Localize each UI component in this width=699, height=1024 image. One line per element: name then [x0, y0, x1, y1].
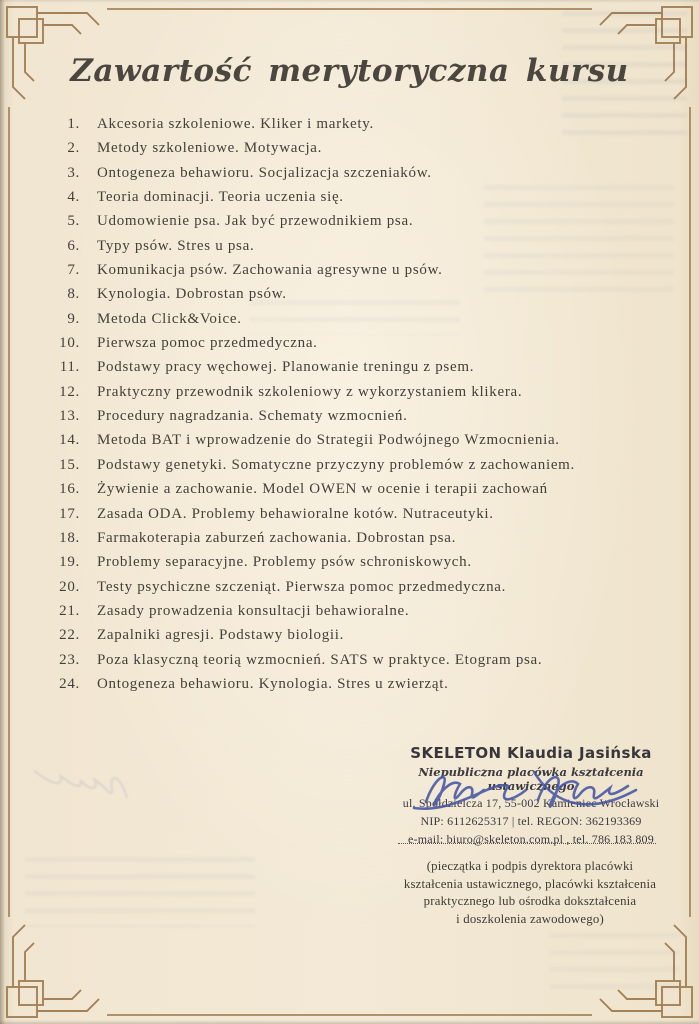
item-text: Problemy separacyjne. Problemy psów schroniskowych. [97, 554, 472, 571]
item-text: Metoda BAT i wprowadzenie do Strategii Podwójnego Wzmocnienia. [97, 432, 560, 449]
item-number: 1. [67, 116, 80, 132]
list-item [50, 579, 669, 603]
border-line-left [8, 107, 10, 917]
item-number: 20. [59, 578, 80, 595]
item-number: 24. [59, 675, 80, 692]
border-line-top [107, 8, 592, 10]
list-item [50, 238, 669, 262]
page-title: Zawartość merytoryczna kursu [70, 53, 629, 89]
item-number: 17. [59, 505, 80, 522]
stamp-institution-name: SKELETON Klaudia Jasińska [410, 744, 652, 762]
stamp-address: ul. Spółdzielcza 17, 55-002 Kamieniec Wrocławski [402, 796, 660, 810]
item-text: Ontogeneza behawioru. Kynologia. Stres u zwierząt. [97, 675, 449, 692]
stamp-caption-line: kształcenia ustawicznego, placówki kształcenia [403, 876, 657, 891]
list-item [50, 286, 669, 310]
item-number: 11. [59, 359, 80, 376]
list-item [50, 457, 669, 481]
border-corner-ornament [2, 912, 112, 1022]
stamp-caption [360, 858, 699, 928]
item-number: 10. [59, 335, 80, 352]
item-text: Podstawy pracy węchowej. Planowanie treningu z psem. [97, 359, 475, 376]
item-text: Akcesoria szkoleniowe. Kliker i markety. [97, 116, 374, 132]
item-number: 6. [67, 237, 80, 254]
institution-stamp [386, 744, 676, 847]
list-item [50, 116, 669, 140]
list-item [50, 335, 669, 359]
bleed-through-signature [22, 752, 137, 813]
list-item [50, 189, 669, 213]
item-number: 9. [67, 310, 80, 327]
item-number: 8. [67, 286, 80, 303]
list-item [50, 384, 669, 408]
item-text: Komunikacja psów. Zachowania agresywne u psów. [97, 262, 443, 279]
item-text: Podstawy genetyki. Somatyczne przyczyny problemów z zachowaniem. [97, 456, 575, 473]
list-item [50, 359, 669, 383]
border-corner-ornament [587, 912, 697, 1022]
list-item [50, 432, 669, 456]
item-number: 12. [59, 383, 80, 400]
stamp-caption-line: (pieczątka i podpis dyrektora placówki [426, 859, 634, 873]
list-item [50, 140, 669, 164]
item-text: Zasada ODA. Problemy behawioralne kotów. Nutraceutyki. [97, 505, 494, 522]
item-text: Udomowienie psa. Jak być przewodnikiem psa. [97, 213, 414, 230]
item-text: Ontogeneza behawioru. Socjalizacja szczeniaków. [97, 164, 432, 181]
item-text: Zapalniki agresji. Podstawy biologii. [97, 627, 345, 644]
item-number: 13. [59, 408, 80, 425]
list-item [50, 554, 669, 578]
border-line-right [689, 107, 691, 917]
list-item [50, 481, 669, 505]
item-number: 22. [59, 627, 80, 644]
item-text: Testy psychiczne szczeniąt. Pierwsza pomoc przedmedyczna. [97, 578, 507, 595]
stamp-institution-subtitle: Niepubliczna placówka kształcenia ustawicznego [418, 765, 644, 793]
item-text: Kynologia. Dobrostan psów. [97, 286, 287, 303]
item-text: Metody szkoleniowe. Motywacja. [97, 140, 323, 157]
item-text: Praktyczny przewodnik szkoleniowy z wykorzystaniem klikera. [97, 383, 523, 400]
list-item [50, 627, 669, 651]
item-number: 21. [59, 602, 80, 619]
item-number: 4. [67, 189, 80, 206]
list-item [50, 603, 669, 627]
item-number: 5. [67, 213, 80, 230]
border-line-bottom [107, 1014, 592, 1016]
item-number: 19. [59, 554, 80, 571]
list-item [50, 311, 669, 335]
list-item [50, 165, 669, 189]
item-text: Typy psów. Stres u psa. [97, 237, 255, 254]
item-number: 16. [59, 481, 80, 498]
list-item [50, 408, 669, 432]
scan-shadow-left [0, 0, 5, 1024]
item-text: Pierwsza pomoc przedmedyczna. [97, 335, 318, 352]
list-item [50, 506, 669, 530]
stamp-nip-regon: NIP: 6112625317 | tel. REGON: 362193369 [420, 814, 642, 828]
item-text: Procedury nagradzania. Schematy wzmocnień. [97, 408, 408, 425]
item-number: 14. [59, 432, 80, 449]
signature-dotted-line [398, 843, 656, 844]
item-text: Zasady prowadzenia konsultacji behawioralne. [97, 602, 410, 619]
item-text: Teoria dominacji. Teoria uczenia się. [97, 189, 344, 206]
list-item [50, 676, 669, 700]
stamp-contact: e-mail: biuro@skeleton.com.pl , tel. 786 183 809 [408, 832, 654, 846]
list-item [50, 652, 669, 676]
item-number: 15. [59, 456, 80, 473]
item-text: Farmakoterapia zaburzeń zachowania. Dobrostan psa. [97, 529, 457, 546]
item-text: Metoda Click&Voice. [97, 310, 242, 327]
item-text: Żywienie a zachowanie. Model OWEN w ocenie i terapii zachowań [97, 481, 548, 498]
list-item [50, 213, 669, 237]
item-number: 2. [67, 140, 80, 157]
list-item [50, 262, 669, 286]
course-list [50, 116, 669, 700]
item-number: 23. [59, 651, 80, 668]
stamp-caption-line: i doszkolenia zawodowego) [456, 911, 604, 926]
item-number: 18. [59, 529, 80, 546]
item-number: 3. [67, 164, 80, 181]
item-text: Poza klasyczną teorią wzmocnień. SATS w praktyce. Etogram psa. [97, 651, 543, 668]
item-number: 7. [67, 262, 80, 279]
stamp-caption-line: praktycznego lub ośrodka dokształcenia [423, 894, 637, 909]
list-item [50, 530, 669, 554]
